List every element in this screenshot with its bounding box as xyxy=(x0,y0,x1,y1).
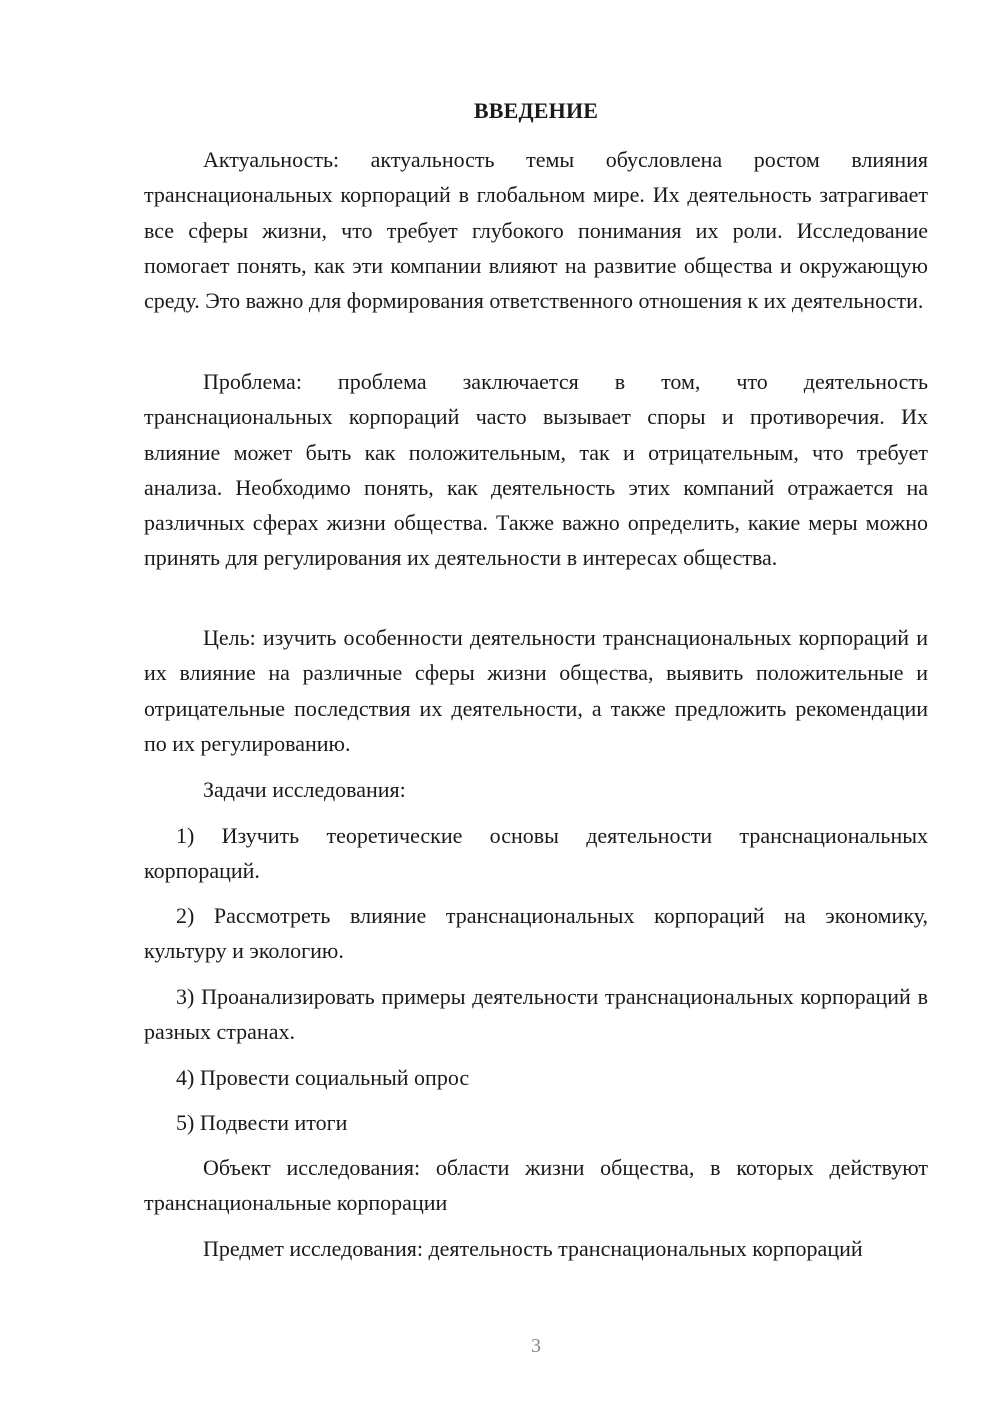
page-number: 3 xyxy=(531,1335,541,1357)
list-item-task-2: 2) Рассмотреть влияние транснациональных корпораций на экономику, культуру и экологию. xyxy=(144,903,928,964)
list-item-task-3: 3) Проанализировать примеры деятельности транснациональных корпораций в разных странах. xyxy=(144,984,928,1045)
paragraph-relevance: Актуальность: актуальность темы обусловлена ростом влияния транснациональных корпораций в глобальном мире. Их деятельность затрагивает все сферы жизни, что требует глубокого понимания их роли. Исследование помогает понять, как эти компании влияют на развитие общества и окружающую среду. Это важно для формирования ответственного отношения к их деятельности. xyxy=(144,147,928,314)
paragraph-tasks-heading: Задачи исследования: xyxy=(203,777,406,802)
list-item-task-5: 5) Подвести итоги xyxy=(176,1110,348,1135)
section-title: ВВЕДЕНИЕ xyxy=(473,98,599,123)
list-item-task-1: 1) Изучить теоретические основы деятельности транснациональных корпораций. xyxy=(144,823,928,884)
paragraph-problem: Проблема: проблема заключается в том, что деятельность транснациональных корпораций часто вызывает споры и противоречия. Их влияние может быть как положительным, так и отрицательным, что требует анализа. Необходимо понять, как деятельность этих компаний отражается на различных сферах жизни общества. Также важно определить, какие меры можно принять для регулирования их деятельности в интересах общества. xyxy=(144,369,928,571)
list-item-task-4: 4) Провести социальный опрос xyxy=(176,1065,470,1090)
paragraph-object: Объект исследования: области жизни общества, в которых действуют транснациональные корпорации xyxy=(144,1155,928,1216)
paragraph-subject: Предмет исследования: деятельность транснациональных корпораций xyxy=(203,1236,863,1261)
paragraph-goal: Цель: изучить особенности деятельности транснациональных корпораций и их влияние на различные сферы жизни общества, выявить положительные и отрицательные последствия их деятельности, а также предложить рекомендации по их регулированию. xyxy=(144,625,928,756)
